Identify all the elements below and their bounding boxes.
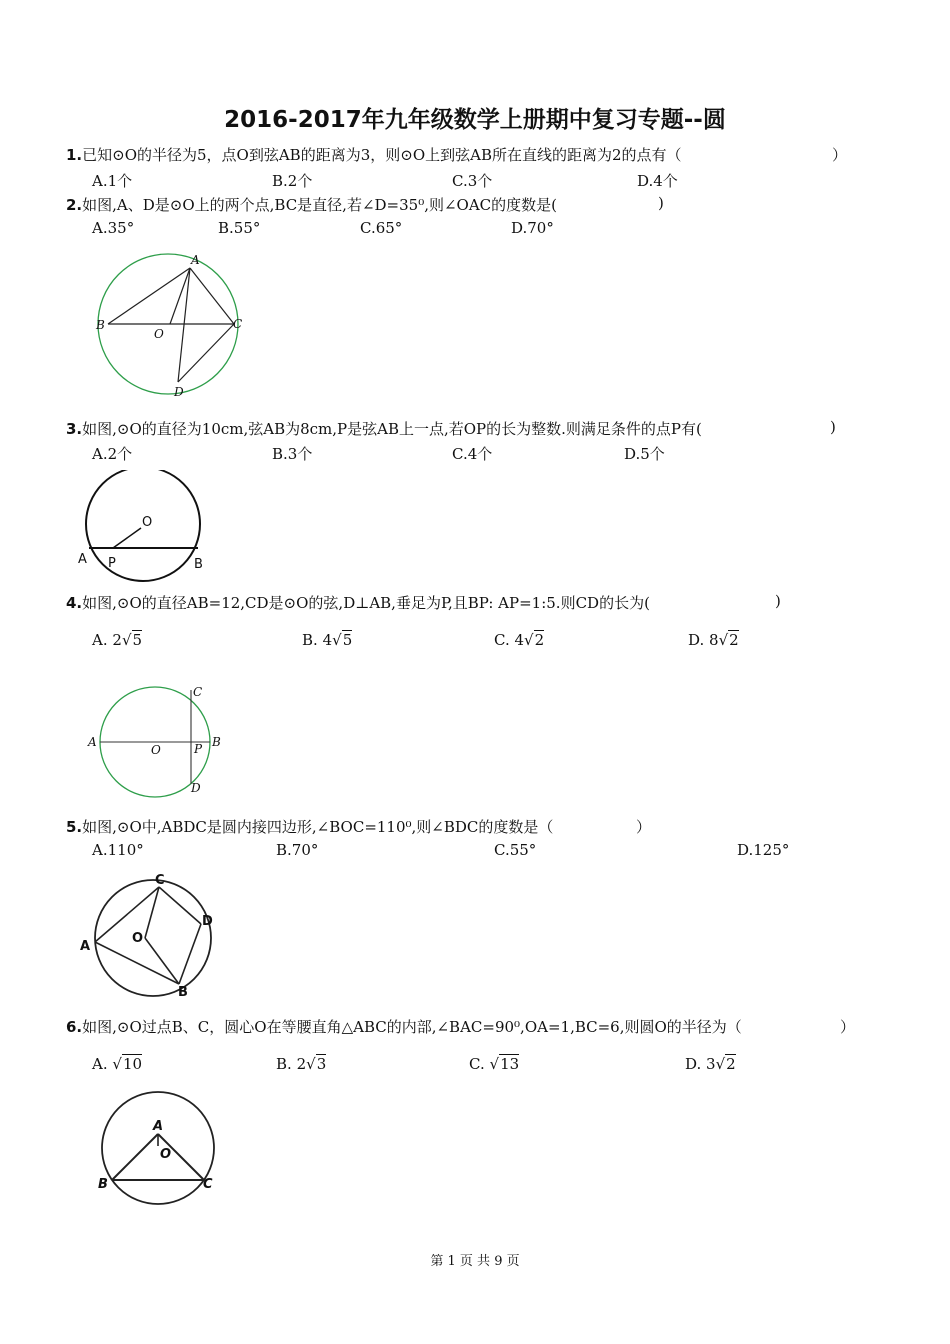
question-2-option-b: B.55° — [218, 219, 261, 237]
chord-dc — [178, 324, 234, 382]
side-ab — [112, 1134, 158, 1180]
label-p: P — [194, 742, 203, 756]
question-4-option-d: D. 8√2 — [688, 631, 739, 649]
chord-ac — [95, 887, 159, 942]
question-4-figure — [85, 680, 235, 798]
question-6-option-a: A. √10 — [92, 1055, 143, 1073]
label-c: C — [155, 873, 165, 888]
question-6-option-c: C. √13 — [469, 1055, 520, 1073]
question-4-answer-paren: ) — [775, 592, 781, 610]
question-2-answer-paren: ) — [658, 194, 664, 212]
label-b: B — [96, 318, 105, 332]
question-1-option-a: A.1个 — [92, 172, 133, 190]
question-1-option-b: B.2个 — [272, 172, 313, 190]
question-5-figure — [75, 870, 225, 1000]
page-footer: 第 1 页 共 9 页 — [430, 1254, 520, 1269]
question-2-stem — [66, 194, 557, 215]
question-1-text: 已知⊙O的半径为5，点O到弦AB的距离为3，则⊙O上到弦AB所在直线的距离为2的点有（ — [82, 146, 682, 164]
question-4-option-b: B. 4√5 — [302, 631, 353, 649]
question-3-stem — [66, 418, 702, 439]
chord-ab — [95, 942, 179, 984]
label-c: C — [233, 317, 243, 331]
label-d: D — [191, 781, 201, 795]
question-6-option-b: B. 2√3 — [276, 1055, 327, 1073]
question-3-number: 3. — [66, 420, 83, 438]
label-o: O — [151, 743, 161, 757]
label-b: B — [178, 985, 188, 1000]
question-4-text: 如图,⊙O的直径AB=12,CD是⊙O的弦,D⊥AB,垂足为P,且BP: AP=1:5.则CD的长为( — [82, 594, 650, 612]
label-a: A — [191, 253, 200, 267]
label-d: D — [174, 385, 184, 399]
question-6-text: 如图,⊙O过点B、C，圆心O在等腰直角△ABC的内部,∠BAC=90⁰,OA=1,BC=6,则圆O的半径为（ — [82, 1018, 742, 1036]
question-5-option-b: B.70° — [276, 841, 319, 859]
question-3-option-c: C.4个 — [452, 445, 493, 463]
label-b: B — [98, 1177, 108, 1192]
question-5-option-d: D.125° — [737, 841, 790, 859]
question-4-stem — [66, 592, 650, 613]
question-5-stem — [66, 816, 553, 837]
question-5-option-a: A.110° — [92, 841, 144, 859]
question-3-answer-paren: ) — [830, 418, 836, 436]
question-4-option-a: A. 2√5 — [92, 631, 143, 649]
question-3-text: 如图,⊙O的直径为10cm,弦AB为8cm,P是弦AB上一点,若OP的长为整数.则满足条件的点P有( — [82, 420, 702, 438]
question-3-option-a: A.2个 — [92, 445, 133, 463]
question-6-option-d: D. 3√2 — [685, 1055, 736, 1073]
label-o: O — [160, 1147, 172, 1162]
question-1-option-d: D.4个 — [637, 172, 678, 190]
circle-o — [95, 880, 211, 996]
question-1-answer-paren: ） — [832, 146, 848, 164]
label-a: A — [80, 939, 91, 954]
question-2-option-d: D.70° — [511, 219, 554, 237]
question-5-option-c: C.55° — [494, 841, 537, 859]
question-3-option-d: D.5个 — [624, 445, 665, 463]
label-a: A — [78, 552, 87, 567]
question-5-text: 如图,⊙O中,ABDC是圆内接四边形,∠BOC=110⁰,则∠BDC的度数是（ — [82, 818, 554, 836]
label-c: C — [193, 685, 203, 699]
label-a: A — [153, 1119, 164, 1134]
question-1-stem — [66, 144, 682, 165]
question-3-option-b: B.3个 — [272, 445, 313, 463]
segment-op — [113, 528, 141, 548]
chord-ac — [190, 268, 234, 324]
question-2-option-a: A.35° — [92, 219, 135, 237]
question-2-figure — [88, 250, 258, 400]
label-b: B — [212, 735, 221, 749]
segment-oc — [145, 887, 159, 938]
question-1-number: 1. — [66, 146, 83, 164]
question-5-answer-paren: ） — [636, 818, 652, 836]
label-b: B — [194, 557, 203, 572]
question-5-number: 5. — [66, 818, 83, 836]
label-o: O — [132, 931, 144, 946]
label-c: C — [203, 1177, 213, 1192]
question-6-figure — [92, 1088, 227, 1213]
circle-o — [102, 1092, 214, 1204]
label-a: A — [88, 735, 97, 749]
segment-ob — [145, 938, 179, 984]
question-2-number: 2. — [66, 196, 83, 214]
chord-cd — [159, 887, 201, 924]
chord-ab — [108, 268, 190, 324]
label-o: O — [142, 515, 153, 530]
label-d: D — [202, 914, 213, 929]
question-6-answer-paren: ） — [840, 1018, 856, 1036]
question-2-text: 如图,A、D是⊙O上的两个点,BC是直径,若∠D=35⁰,则∠OAC的度数是( — [82, 196, 558, 214]
question-2-option-c: C.65° — [360, 219, 403, 237]
question-6-stem — [66, 1016, 742, 1037]
question-4-option-c: C. 4√2 — [494, 631, 545, 649]
page-title: 2016-2017年九年级数学上册期中复习专题--圆 — [224, 107, 726, 133]
question-6-number: 6. — [66, 1018, 83, 1036]
question-3-figure — [70, 470, 220, 590]
question-4-number: 4. — [66, 594, 83, 612]
label-p: P — [108, 556, 116, 571]
label-o: O — [154, 327, 164, 341]
question-1-option-c: C.3个 — [452, 172, 493, 190]
